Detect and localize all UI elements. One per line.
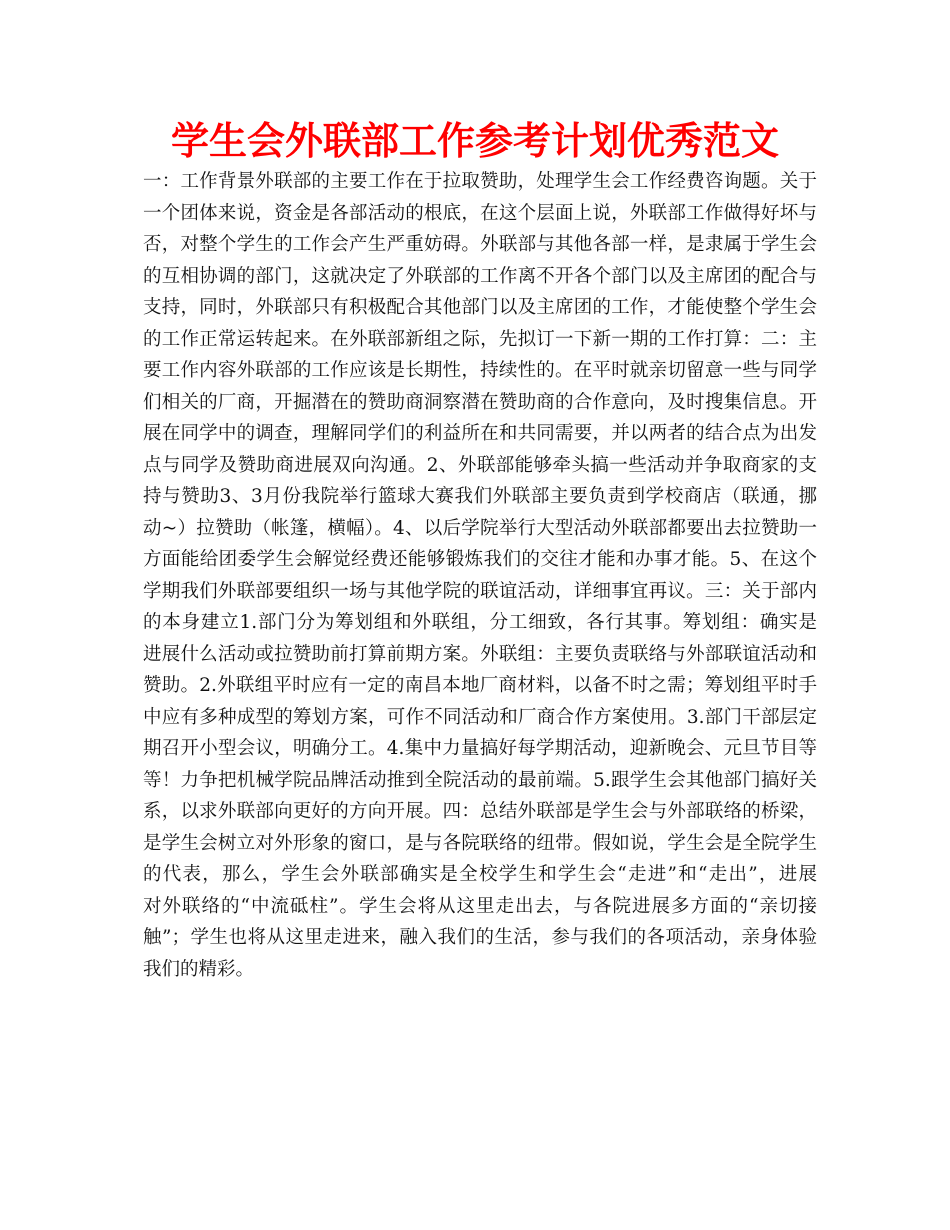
body-line: 学期我们外联部要组织一场与其他学院的联谊活动，详细事宜再议。三：关于部内 — [143, 580, 817, 602]
body-line: 赞助。2.外联组平时应有一定的南昌本地厂商材料，以备不时之需；筹划组平时手 — [143, 675, 817, 696]
body-line: 一：工作背景外联部的主要工作在于拉取赞助，处理学生会工作经费咨询题。关于 — [143, 171, 817, 192]
document-body — [143, 166, 817, 985]
body-line: 的代表，那么，学生会外联部确实是全校学生和学生会“走进”和“走出”，进展 — [143, 864, 817, 885]
body-line: 的工作正常运转起来。在外联部新组之际，先拟订一下新一期的工作打算：二：主 — [143, 328, 817, 350]
body-line: 动~）拉赞助（帐篷，横幅）。4、以后学院举行大型活动外联部都要出去拉赞助一 — [143, 517, 817, 539]
body-line: 中应有多种成型的筹划方案，可作不同活动和厂商合作方案使用。3.部门干部层定 — [143, 706, 817, 728]
body-line: 的互相协调的部门，这就决定了外联部的工作离不开各个部门以及主席团的配合与 — [143, 265, 817, 287]
body-line: 方面能给团委学生会解觉经费还能够锻炼我们的交往才能和办事才能。5、在这个 — [143, 549, 817, 570]
body-line-last: 我们的精彩。 — [143, 958, 255, 980]
body-line: 否，对整个学生的工作会产生严重妨碍。外联部与其他各部一样，是隶属于学生会 — [143, 234, 817, 255]
body-line: 系，以求外联部向更好的方向开展。四：总结外联部是学生会与外部联络的桥梁， — [143, 801, 817, 822]
body-line: 要工作内容外联部的工作应该是长期性，持续性的。在平时就亲切留意一些与同学 — [143, 360, 817, 381]
body-line: 对外联络的“中流砥柱”。学生会将从这里走出去，与各院进展多方面的“亲切接 — [143, 895, 817, 917]
body-line: 是学生会树立对外形象的窗口，是与各院联络的纽带。假如说，学生会是全院学生 — [143, 832, 817, 854]
body-line: 一个团体来说，资金是各部活动的根底，在这个层面上说，外联部工作做得好坏与 — [143, 202, 817, 224]
body-line: 进展什么活动或拉赞助前打算前期方案。外联组：主要负责联络与外部联谊活动和 — [143, 643, 817, 665]
body-line: 展在同学中的调查，理解同学们的利益所在和共同需要，并以两者的结合点为出发 — [143, 423, 817, 444]
body-line: 期召开小型会议，明确分工。4.集中力量搞好每学期活动，迎新晚会、元旦节目等 — [143, 738, 817, 759]
body-line: 的本身建立1.部门分为筹划组和外联组，分工细致，各行其事。筹划组：确实是 — [143, 612, 817, 633]
body-line: 触”；学生也将从这里走进来，融入我们的生活，参与我们的各项活动，亲身体验 — [143, 927, 817, 948]
body-line: 点与同学及赞助商进展双向沟通。2、外联部能够牵头搞一些活动并争取商家的支 — [143, 454, 817, 476]
document-title: 学生会外联部工作参考计划优秀范文 — [170, 119, 779, 163]
body-line: 等！力争把机械学院品牌活动推到全院活动的最前端。5.跟学生会其他部门搞好关 — [143, 769, 817, 791]
body-line: 持与赞助3、3月份我院举行篮球大赛我们外联部主要负责到学校商店（联通，挪 — [143, 486, 817, 507]
body-line: 支持，同时，外联部只有积极配合其他部门以及主席团的工作，才能使整个学生会 — [143, 297, 817, 318]
body-line: 们相关的厂商，开掘潜在的赞助商洞察潜在赞助商的合作意向，及时搜集信息。开 — [143, 391, 817, 413]
